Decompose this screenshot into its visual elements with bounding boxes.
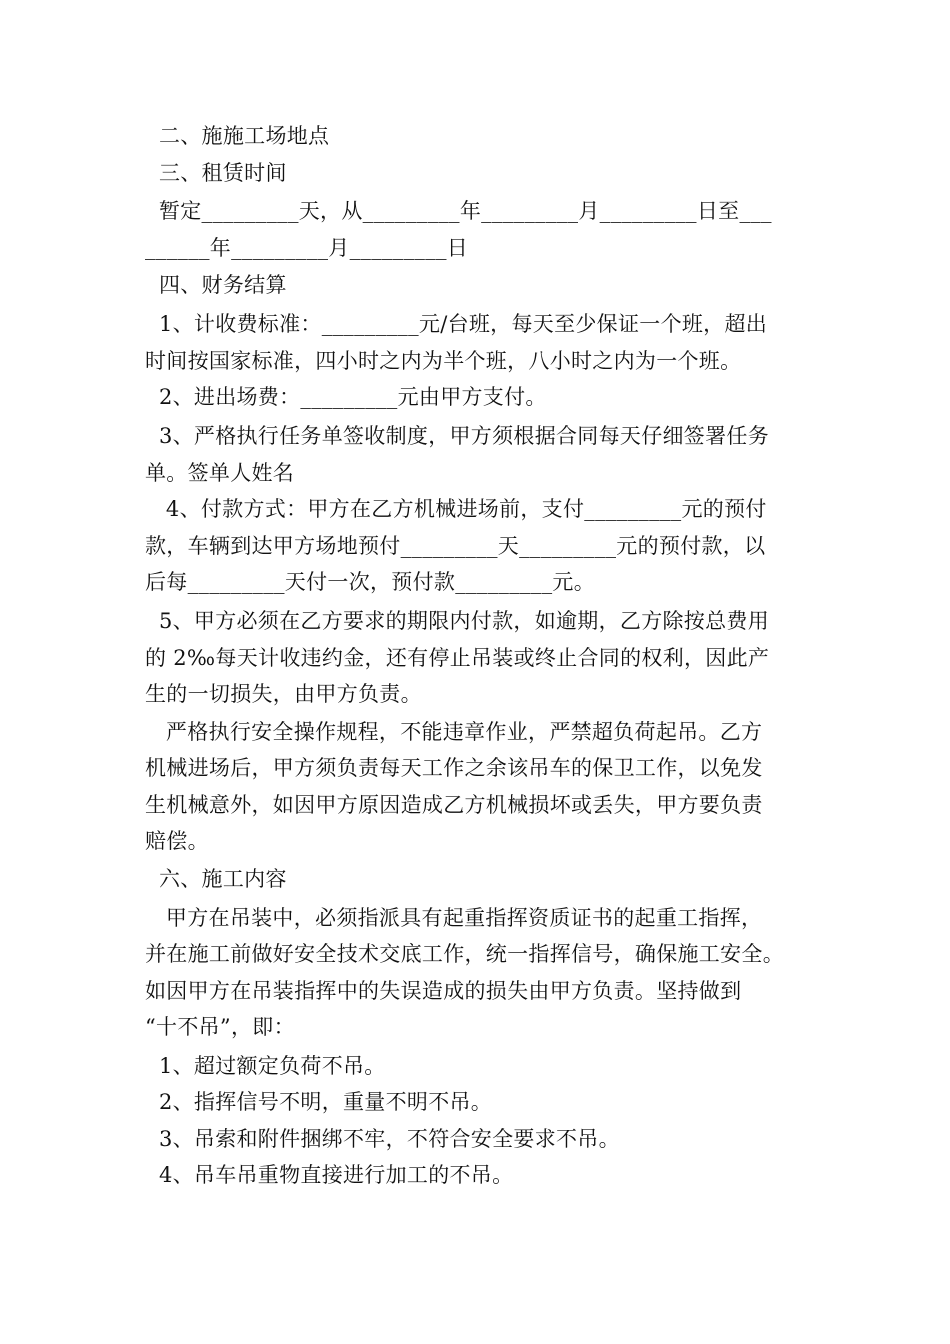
- text-line: 甲方在吊装中，必须指派具有起重指挥资质证书的起重工指挥，: [145, 906, 763, 930]
- text-line: 暂定_________天，从_________年_________月_________日至___: [145, 199, 772, 223]
- list-item: 4、吊车吊重物直接进行加工的不吊。: [145, 1163, 514, 1187]
- list-item: 2、指挥信号不明，重量不明不吊。: [145, 1090, 493, 1114]
- text-line: 2、进出场费：_________元由甲方支付。: [145, 385, 547, 409]
- text-line: 3、严格执行任务单签收制度，甲方须根据合同每天仔细签署任务: [145, 424, 770, 448]
- text-line: 生机械意外，如因甲方原因造成乙方机械损坏或丢失，甲方要负责: [145, 793, 763, 817]
- list-item: 1、超过额定负荷不吊。: [145, 1054, 386, 1078]
- text-line: 款，车辆到达甲方场地预付_________天_________元的预付款，以: [145, 534, 766, 558]
- text-line: 5、甲方必须在乙方要求的期限内付款，如逾期，乙方除按总费用: [145, 609, 770, 633]
- text-line: 4、付款方式：甲方在乙方机械进场前，支付_________元的预付: [145, 497, 767, 521]
- text-line: 的 2‰每天计收违约金，还有停止吊装或终止合同的权利，因此产: [145, 646, 770, 670]
- text-line: 单。签单人姓名: [145, 461, 295, 485]
- text-line: 生的一切损失，由甲方负责。: [145, 682, 422, 706]
- text-line: 赔偿。: [145, 829, 209, 853]
- text-line: 后每_________天付一次，预付款_________元。: [145, 570, 595, 594]
- text-line: 如因甲方在吊装指挥中的失误造成的损失由甲方负责。坚持做到: [145, 979, 742, 1003]
- text-line: 1、计收费标准：_________元/台班，每天至少保证一个班，超出: [145, 312, 768, 336]
- text-line: “十不吊”，即：: [145, 1015, 295, 1039]
- heading-site: 二、施施工场地点: [145, 124, 330, 148]
- text-line: 时间按国家标准，四小时之内为半个班，八小时之内为一个班。: [145, 349, 742, 373]
- text-line: ______年_________月_________日: [145, 236, 469, 260]
- text-line: 并在施工前做好安全技术交底工作，统一指挥信号，确保施工安全。: [145, 942, 784, 966]
- heading-construction-content: 六、施工内容: [145, 867, 287, 891]
- heading-finance: 四、财务结算: [145, 273, 287, 297]
- heading-lease-time: 三、租赁时间: [145, 161, 287, 185]
- text-line: 机械进场后，甲方须负责每天工作之余该吊车的保卫工作，以免发: [145, 756, 763, 780]
- list-item: 3、吊索和附件捆绑不牢，不符合安全要求不吊。: [145, 1127, 620, 1151]
- text-line: 严格执行安全操作规程，不能违章作业，严禁超负荷起吊。乙方: [145, 720, 763, 744]
